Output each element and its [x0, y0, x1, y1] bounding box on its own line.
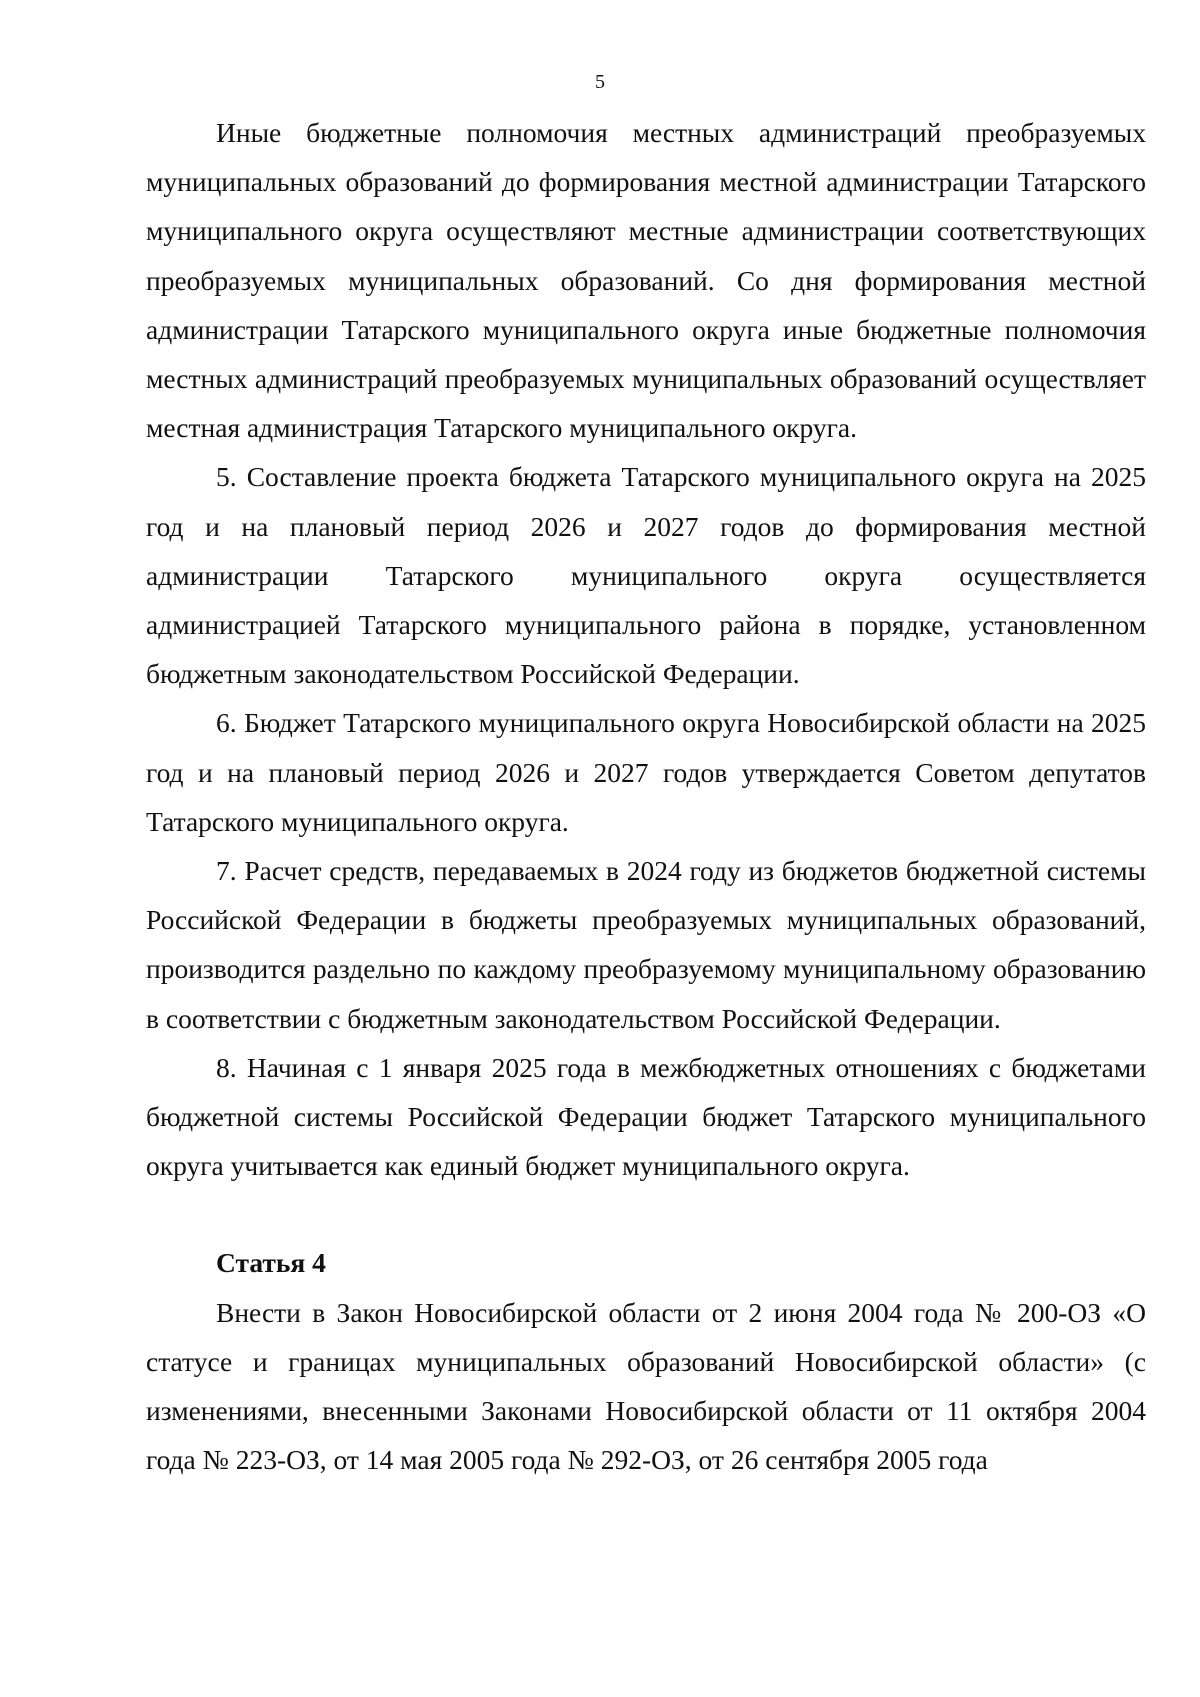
paragraph-budget-powers: Иные бюджетные полномочия местных администраций преобразуемых муниципальных образований до формирования местной администрации Татарского муниципального округа осуществляют местные администрации соответствующих преобразуемых муниципальных образований. Со дня формирования местной администрации Татарского муниципального округа иные бюджетные полномочия местных администраций преобразуемых муниципальных образований осуществляет местная администрация Татарского муниципального округа. [146, 117, 1146, 444]
paragraph-item-6: 6. Бюджет Татарского муниципального округа Новосибирской области на 2025 год и на плановый период 2026 и 2027 годов утверждается Советом депутатов Татарского муниципального округа. [146, 707, 1146, 837]
page-number: 5 [595, 71, 605, 93]
document-body [146, 108, 1146, 1484]
article-4-heading: Статья 4 [216, 1247, 326, 1279]
paragraph-item-7: 7. Расчет средств, передаваемых в 2024 году из бюджетов бюджетной системы Российской Федерации в бюджеты преобразуемых муниципальных образований, производится раздельно по каждому преобразуемому муниципальному образованию в соответствии с бюджетным законодательством Российской Федерации. [146, 855, 1146, 1034]
article-4-text: Внести в Закон Новосибирской области от 2 июня 2004 года № 200-ОЗ «О статусе и границах муниципальных образований Новосибирской области» (с изменениями, внесенными Законами Новосибирской области от 11 октября 2004 года № 223-ОЗ, от 14 мая 2005 года № 292-ОЗ, от 26 сентября 2005 года [146, 1296, 1146, 1476]
paragraph-item-5: 5. Составление проекта бюджета Татарского муниципального округа на 2025 год и на плановый период 2026 и 2027 годов до формирования местной администрации Татарского муниципального округа осуществляется администрацией Татарского муниципального района в порядке, установленном бюджетным законодательством Российской Федерации. [146, 461, 1146, 690]
paragraph-item-8: 8. Начиная с 1 января 2025 года в межбюджетных отношениях с бюджетами бюджетной системы Российской Федерации бюджет Татарского муниципального округа учитывается как единый бюджет муниципального округа. [146, 1051, 1146, 1182]
